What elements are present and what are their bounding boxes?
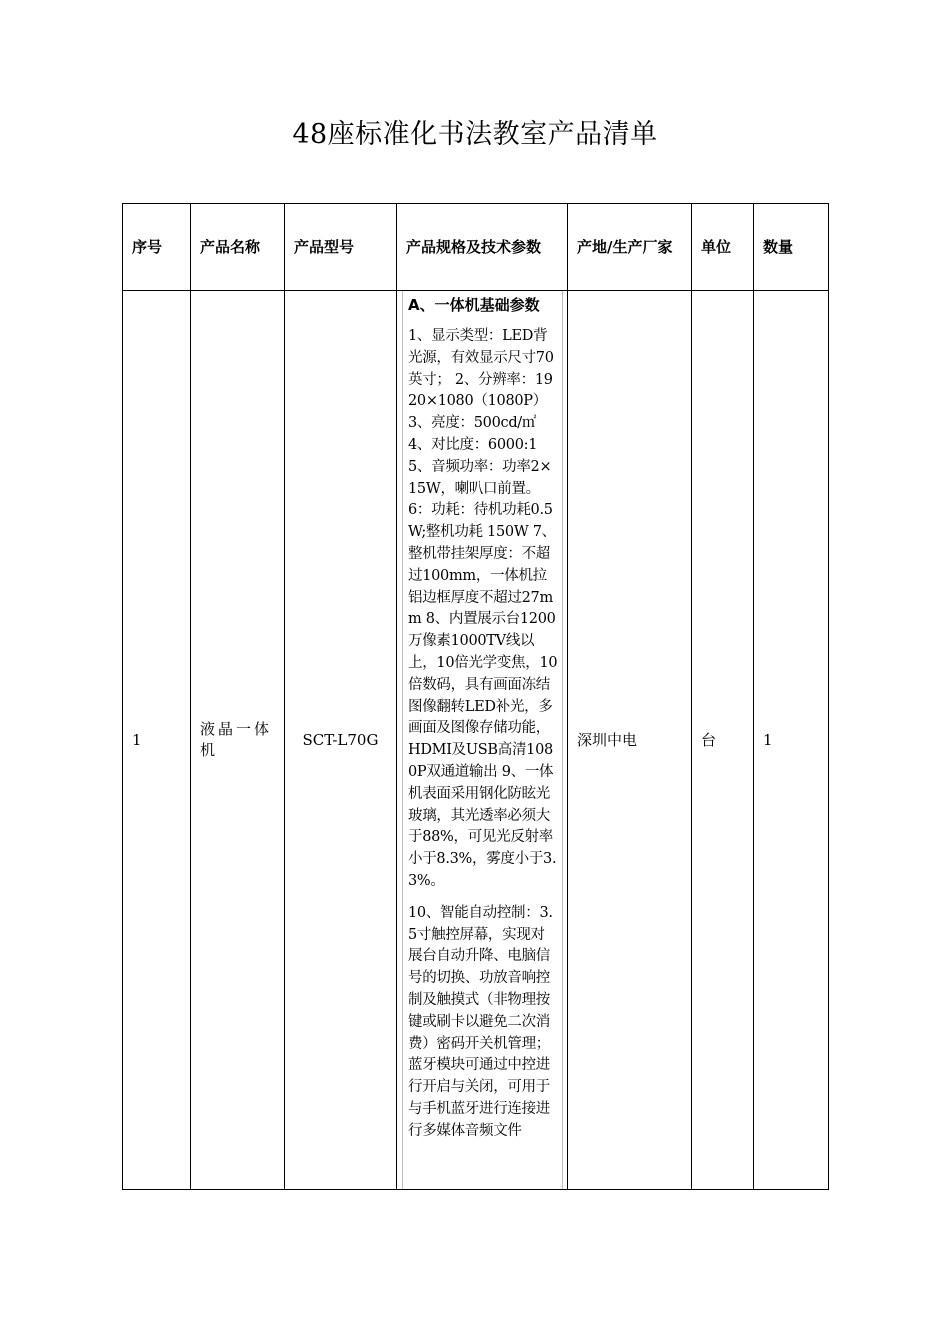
header-index: 序号: [123, 204, 191, 291]
cell-qty: 1: [754, 291, 829, 1190]
cell-origin: 深圳中电: [568, 291, 692, 1190]
spec-paragraph-1: 1、显示类型：LED背光源，有效显示尺寸70英寸； 2、分辨率：1920×1080（1080P） 3、亮度：500cd/㎡ 4、对比度：6000:1 5、音频功率：功率2×15W，喇叭口前置。6：功耗：待机功耗0.5W;整机功耗 150W 7、整机带挂架厚度：不超过100mm，一体机拉铝边框厚度不超过27mm 8、内置展示台1200万像素1000TV线以上，10倍光学变焦，10倍数码，具有画面冻结图像翻转LED补光，多画面及图像存储功能，HDMI及USB高清1080P双通道输出 9、一体机表面采用钢化防眩光玻璃，其光透率必须大于88%，可见光反射率小于8.3%，雾度小于3.3%。: [408, 328, 558, 889]
document-title: 48座标准化书法教室产品清单: [292, 119, 658, 150]
cell-model: SCT-L70G: [285, 291, 397, 1190]
cell-unit: 台: [692, 291, 754, 1190]
spec-paragraph-2: 10、智能自动控制：3.5寸触控屏幕，实现对展台自动升降、电脑信号的切换、功放音响控制及触摸式（非物理按键或刷卡以避免二次消费）密码开关机管理；蓝牙模块可通过中控进行开启与关闭，可用于与手机蓝牙进行连接进行多媒体音频文件: [408, 904, 553, 1139]
header-model: 产品型号: [285, 204, 397, 291]
table-row: [123, 291, 829, 1190]
product-list-table: [122, 203, 829, 1190]
cell-index: 1: [123, 291, 191, 1190]
header-spec: 产品规格及技术参数: [397, 204, 568, 291]
header-origin: 产地/生产厂家: [568, 204, 692, 291]
header-name: 产品名称: [191, 204, 285, 291]
table-header-row: [123, 204, 829, 291]
spec-heading: A、一体机基础参数: [408, 296, 540, 314]
cell-spec: [397, 291, 568, 1190]
cell-name: 液晶一体机: [191, 291, 285, 1190]
header-qty: 数量: [754, 204, 829, 291]
header-unit: 单位: [692, 204, 754, 291]
